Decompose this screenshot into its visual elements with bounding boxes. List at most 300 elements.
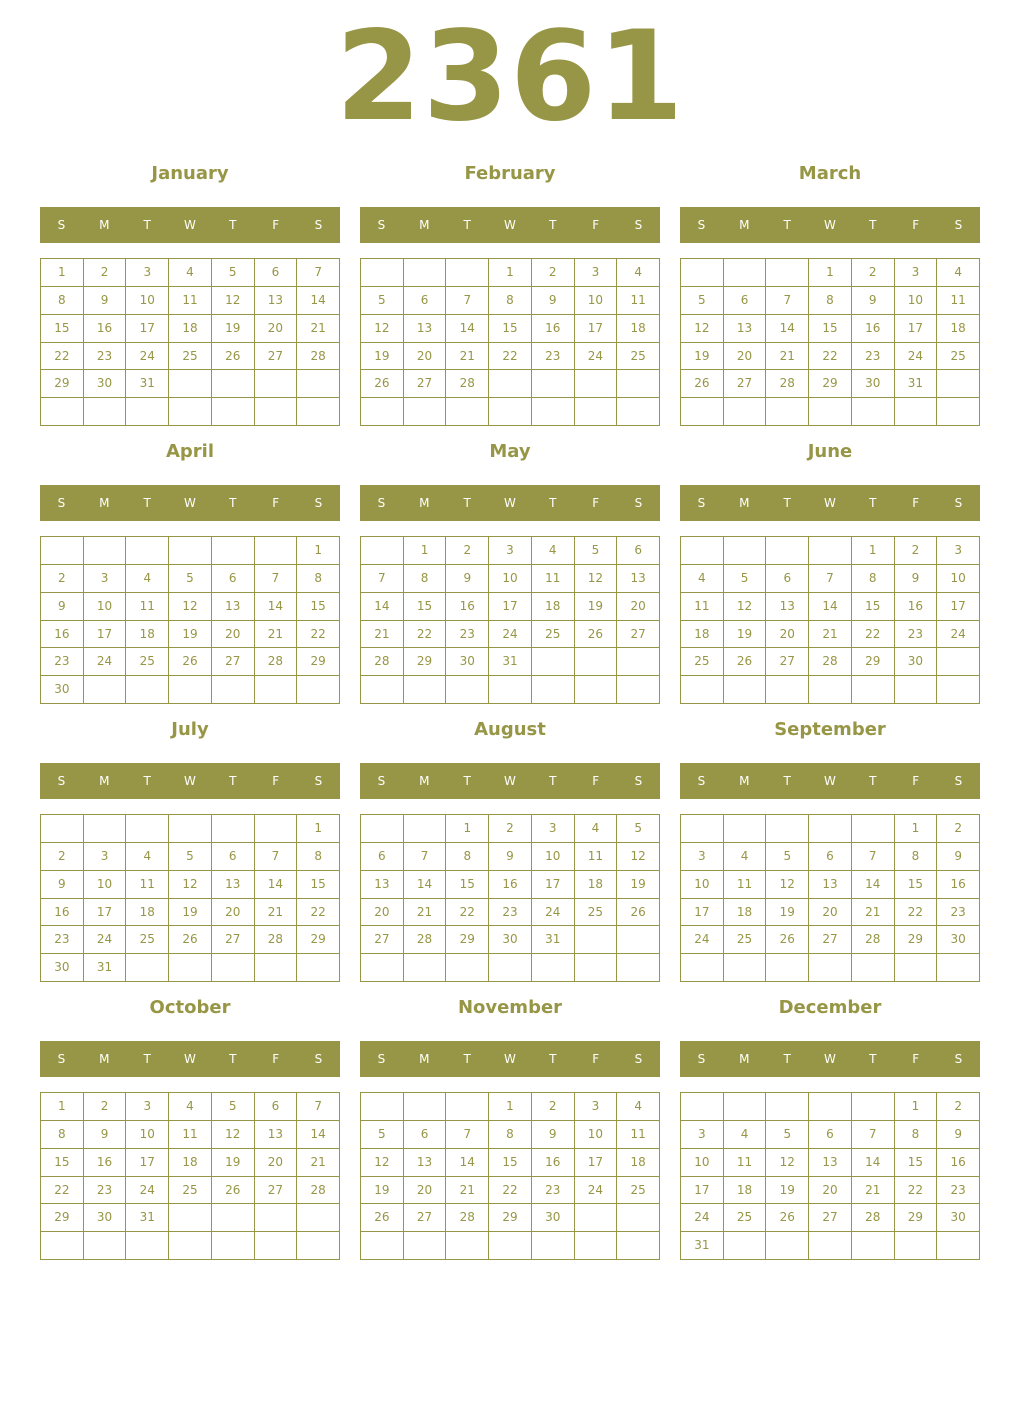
day-cell: 5	[681, 287, 724, 315]
empty-day-cell	[575, 676, 618, 704]
weekday-label: M	[419, 496, 430, 510]
weekday-label: S	[634, 1052, 643, 1066]
empty-day-cell	[895, 676, 938, 704]
empty-day-cell	[681, 1093, 724, 1121]
day-cell: 11	[126, 593, 169, 621]
day-cell: 30	[937, 926, 980, 954]
day-cell: 4	[126, 565, 169, 593]
day-cell: 30	[489, 926, 532, 954]
day-cell: 9	[895, 565, 938, 593]
weekday-label: T	[869, 496, 877, 510]
day-cell: 3	[532, 815, 575, 843]
day-cell: 18	[724, 1177, 767, 1205]
day-cell: 18	[617, 315, 660, 343]
day-cell: 29	[41, 370, 84, 398]
weekday-label: T	[549, 774, 557, 788]
month-name: October	[149, 997, 231, 1018]
empty-day-cell	[724, 676, 767, 704]
day-cell: 4	[126, 843, 169, 871]
day-cell: 14	[446, 1149, 489, 1177]
day-cell: 5	[169, 565, 212, 593]
day-cell: 1	[404, 537, 447, 565]
empty-day-cell	[617, 1204, 660, 1232]
day-cell: 19	[617, 871, 660, 899]
weekday-label: M	[739, 774, 750, 788]
day-cell: 2	[446, 537, 489, 565]
empty-day-cell	[361, 815, 404, 843]
day-cell: 10	[126, 1121, 169, 1149]
day-cell: 27	[617, 621, 660, 649]
day-cell: 26	[361, 370, 404, 398]
day-cell: 26	[617, 899, 660, 927]
weekday-label: T	[549, 496, 557, 510]
day-cell: 2	[489, 815, 532, 843]
weekday-label: S	[57, 774, 66, 788]
day-cell: 8	[895, 843, 938, 871]
day-cell: 6	[212, 565, 255, 593]
empty-day-cell	[404, 1232, 447, 1260]
day-cell: 12	[766, 871, 809, 899]
empty-day-cell	[937, 954, 980, 982]
day-cell: 19	[575, 593, 618, 621]
empty-day-cell	[404, 815, 447, 843]
day-cell: 21	[255, 621, 298, 649]
day-cell: 6	[809, 843, 852, 871]
empty-day-cell	[126, 676, 169, 704]
month-name: June	[807, 441, 853, 462]
day-cell: 1	[297, 537, 340, 565]
weekday-header	[360, 1041, 660, 1077]
day-cell: 7	[766, 287, 809, 315]
empty-day-cell	[617, 676, 660, 704]
day-cell: 30	[895, 648, 938, 676]
empty-day-cell	[212, 1232, 255, 1260]
empty-day-cell	[575, 648, 618, 676]
empty-day-cell	[681, 676, 724, 704]
day-cell: 20	[617, 593, 660, 621]
day-cell: 6	[212, 843, 255, 871]
day-cell: 11	[575, 843, 618, 871]
day-cell: 21	[361, 621, 404, 649]
day-cell: 22	[489, 343, 532, 371]
day-cell: 1	[895, 815, 938, 843]
empty-day-cell	[532, 648, 575, 676]
day-cell: 8	[895, 1121, 938, 1149]
empty-day-cell	[766, 537, 809, 565]
day-cell: 30	[41, 676, 84, 704]
weekday-label: S	[377, 1052, 386, 1066]
empty-day-cell	[852, 1232, 895, 1260]
day-cell: 21	[852, 899, 895, 927]
day-cell: 7	[852, 1121, 895, 1149]
day-cell: 26	[212, 1177, 255, 1205]
weekday-label: T	[229, 218, 237, 232]
empty-day-cell	[766, 259, 809, 287]
day-cell: 19	[724, 621, 767, 649]
weekday-label: S	[377, 774, 386, 788]
day-cell: 22	[489, 1177, 532, 1205]
empty-day-cell	[126, 537, 169, 565]
day-cell: 8	[41, 1121, 84, 1149]
weekday-label: F	[272, 1052, 280, 1066]
day-cell: 2	[937, 1093, 980, 1121]
weekday-label: F	[592, 218, 600, 232]
weekday-label: T	[229, 496, 237, 510]
day-cell: 18	[169, 1149, 212, 1177]
day-cell: 14	[255, 593, 298, 621]
day-cell: 6	[255, 1093, 298, 1121]
day-cell: 27	[404, 1204, 447, 1232]
weekday-label: T	[463, 1052, 471, 1066]
day-cell: 15	[895, 1149, 938, 1177]
day-cell: 20	[809, 1177, 852, 1205]
empty-day-cell	[361, 537, 404, 565]
weekday-label: S	[377, 218, 386, 232]
day-cell: 29	[809, 370, 852, 398]
empty-day-cell	[766, 676, 809, 704]
month-name: September	[774, 719, 886, 740]
day-cell: 20	[404, 1177, 447, 1205]
day-cell: 16	[489, 871, 532, 899]
empty-day-cell	[297, 676, 340, 704]
weekday-label: T	[463, 218, 471, 232]
weekday-label: W	[824, 218, 836, 232]
day-grid	[680, 1092, 980, 1260]
day-cell: 15	[489, 315, 532, 343]
empty-day-cell	[617, 1232, 660, 1260]
day-cell: 27	[809, 1204, 852, 1232]
day-cell: 10	[681, 871, 724, 899]
day-cell: 22	[297, 621, 340, 649]
day-cell: 5	[617, 815, 660, 843]
weekday-label: W	[504, 774, 516, 788]
day-cell: 9	[489, 843, 532, 871]
day-cell: 5	[212, 259, 255, 287]
empty-day-cell	[404, 954, 447, 982]
day-cell: 6	[766, 565, 809, 593]
empty-day-cell	[297, 1232, 340, 1260]
day-cell: 19	[766, 1177, 809, 1205]
empty-day-cell	[169, 1204, 212, 1232]
empty-day-cell	[617, 370, 660, 398]
weekday-header	[680, 763, 980, 799]
day-cell: 25	[617, 1177, 660, 1205]
day-cell: 11	[724, 1149, 767, 1177]
empty-day-cell	[617, 954, 660, 982]
day-cell: 10	[937, 565, 980, 593]
day-cell: 13	[212, 593, 255, 621]
day-cell: 29	[895, 926, 938, 954]
weekday-label: T	[463, 496, 471, 510]
day-cell: 3	[84, 843, 127, 871]
day-grid	[680, 536, 980, 704]
day-grid	[40, 536, 340, 704]
day-cell: 7	[809, 565, 852, 593]
day-cell: 25	[169, 1177, 212, 1205]
day-cell: 27	[255, 1177, 298, 1205]
day-cell: 30	[84, 1204, 127, 1232]
day-cell: 29	[41, 1204, 84, 1232]
weekday-label: S	[954, 1052, 963, 1066]
day-cell: 21	[404, 899, 447, 927]
day-cell: 13	[361, 871, 404, 899]
day-cell: 4	[575, 815, 618, 843]
day-cell: 21	[809, 621, 852, 649]
weekday-header	[680, 207, 980, 243]
day-cell: 5	[724, 565, 767, 593]
empty-day-cell	[766, 1232, 809, 1260]
day-cell: 17	[84, 621, 127, 649]
day-cell: 7	[255, 565, 298, 593]
day-cell: 16	[895, 593, 938, 621]
day-cell: 22	[446, 899, 489, 927]
day-cell: 16	[41, 621, 84, 649]
empty-day-cell	[681, 259, 724, 287]
empty-day-cell	[766, 815, 809, 843]
day-cell: 13	[404, 315, 447, 343]
weekday-header	[40, 1041, 340, 1077]
empty-day-cell	[212, 815, 255, 843]
day-cell: 8	[852, 565, 895, 593]
weekday-label: W	[824, 496, 836, 510]
empty-day-cell	[489, 398, 532, 426]
day-cell: 10	[84, 871, 127, 899]
empty-day-cell	[766, 398, 809, 426]
day-cell: 22	[41, 343, 84, 371]
empty-day-cell	[575, 954, 618, 982]
day-cell: 2	[532, 1093, 575, 1121]
day-cell: 1	[809, 259, 852, 287]
day-cell: 8	[489, 1121, 532, 1149]
day-cell: 17	[84, 899, 127, 927]
day-cell: 3	[575, 1093, 618, 1121]
empty-day-cell	[446, 398, 489, 426]
day-cell: 24	[575, 343, 618, 371]
weekday-header	[360, 207, 660, 243]
empty-day-cell	[617, 926, 660, 954]
day-cell: 24	[84, 926, 127, 954]
empty-day-cell	[84, 676, 127, 704]
empty-day-cell	[404, 259, 447, 287]
day-cell: 30	[852, 370, 895, 398]
weekday-label: S	[57, 496, 66, 510]
weekday-label: W	[504, 1052, 516, 1066]
day-cell: 15	[895, 871, 938, 899]
empty-day-cell	[212, 954, 255, 982]
day-cell: 24	[575, 1177, 618, 1205]
day-cell: 2	[852, 259, 895, 287]
empty-day-cell	[852, 954, 895, 982]
day-cell: 26	[681, 370, 724, 398]
day-cell: 11	[617, 287, 660, 315]
weekday-label: T	[229, 1052, 237, 1066]
day-cell: 3	[895, 259, 938, 287]
empty-day-cell	[489, 954, 532, 982]
weekday-label: S	[634, 218, 643, 232]
empty-day-cell	[169, 815, 212, 843]
weekday-label: S	[314, 218, 323, 232]
weekday-label: S	[954, 496, 963, 510]
day-cell: 3	[681, 843, 724, 871]
empty-day-cell	[809, 815, 852, 843]
day-cell: 8	[809, 287, 852, 315]
day-grid	[680, 814, 980, 982]
empty-day-cell	[681, 815, 724, 843]
day-cell: 22	[809, 343, 852, 371]
empty-day-cell	[212, 676, 255, 704]
day-grid	[360, 814, 660, 982]
weekday-label: W	[184, 496, 196, 510]
empty-day-cell	[766, 1093, 809, 1121]
weekday-label: W	[184, 218, 196, 232]
day-cell: 23	[446, 621, 489, 649]
day-cell: 20	[212, 899, 255, 927]
day-cell: 22	[297, 899, 340, 927]
day-cell: 9	[937, 843, 980, 871]
weekday-label: M	[99, 774, 110, 788]
day-cell: 25	[681, 648, 724, 676]
day-cell: 15	[41, 1149, 84, 1177]
weekday-header	[40, 207, 340, 243]
day-cell: 29	[852, 648, 895, 676]
day-cell: 16	[41, 899, 84, 927]
empty-day-cell	[126, 815, 169, 843]
weekday-label: M	[419, 1052, 430, 1066]
day-cell: 3	[126, 259, 169, 287]
day-cell: 14	[809, 593, 852, 621]
day-cell: 10	[532, 843, 575, 871]
weekday-label: T	[783, 496, 791, 510]
empty-day-cell	[617, 398, 660, 426]
empty-day-cell	[297, 398, 340, 426]
day-cell: 2	[937, 815, 980, 843]
day-cell: 21	[446, 343, 489, 371]
day-cell: 19	[169, 621, 212, 649]
empty-day-cell	[41, 398, 84, 426]
weekday-label: T	[783, 774, 791, 788]
weekday-label: S	[954, 774, 963, 788]
month-name: August	[474, 719, 546, 740]
day-cell: 23	[852, 343, 895, 371]
weekday-label: T	[463, 774, 471, 788]
day-cell: 27	[766, 648, 809, 676]
day-grid	[40, 814, 340, 982]
day-cell: 15	[809, 315, 852, 343]
empty-day-cell	[724, 259, 767, 287]
empty-day-cell	[212, 537, 255, 565]
day-cell: 23	[895, 621, 938, 649]
day-cell: 9	[41, 871, 84, 899]
day-cell: 7	[297, 1093, 340, 1121]
empty-day-cell	[724, 1093, 767, 1121]
empty-day-cell	[126, 954, 169, 982]
day-grid	[360, 536, 660, 704]
day-cell: 26	[212, 343, 255, 371]
empty-day-cell	[809, 398, 852, 426]
day-cell: 23	[937, 899, 980, 927]
weekday-label: F	[592, 1052, 600, 1066]
weekday-label: T	[549, 218, 557, 232]
empty-day-cell	[84, 1232, 127, 1260]
empty-day-cell	[724, 398, 767, 426]
day-cell: 2	[895, 537, 938, 565]
day-cell: 7	[446, 287, 489, 315]
empty-day-cell	[361, 1232, 404, 1260]
empty-day-cell	[895, 1232, 938, 1260]
day-cell: 11	[532, 565, 575, 593]
day-cell: 20	[255, 1149, 298, 1177]
weekday-label: S	[314, 1052, 323, 1066]
day-cell: 13	[255, 1121, 298, 1149]
day-cell: 3	[937, 537, 980, 565]
empty-day-cell	[532, 676, 575, 704]
day-cell: 6	[404, 287, 447, 315]
weekday-header	[680, 485, 980, 521]
day-cell: 9	[41, 593, 84, 621]
day-cell: 16	[852, 315, 895, 343]
day-cell: 29	[297, 926, 340, 954]
day-cell: 8	[489, 287, 532, 315]
day-cell: 5	[766, 1121, 809, 1149]
day-cell: 28	[297, 1177, 340, 1205]
day-cell: 12	[169, 593, 212, 621]
day-cell: 24	[895, 343, 938, 371]
day-cell: 4	[724, 843, 767, 871]
weekday-label: T	[869, 218, 877, 232]
empty-day-cell	[809, 954, 852, 982]
empty-day-cell	[361, 676, 404, 704]
day-cell: 28	[255, 648, 298, 676]
day-grid	[40, 1092, 340, 1260]
empty-day-cell	[255, 537, 298, 565]
day-cell: 17	[681, 899, 724, 927]
day-cell: 6	[255, 259, 298, 287]
empty-day-cell	[724, 815, 767, 843]
day-cell: 12	[361, 1149, 404, 1177]
day-cell: 31	[532, 926, 575, 954]
day-cell: 26	[169, 648, 212, 676]
day-cell: 2	[532, 259, 575, 287]
day-grid	[360, 1092, 660, 1260]
empty-day-cell	[724, 1232, 767, 1260]
day-cell: 22	[895, 899, 938, 927]
empty-day-cell	[724, 537, 767, 565]
day-cell: 21	[255, 899, 298, 927]
empty-day-cell	[575, 398, 618, 426]
weekday-label: F	[912, 1052, 920, 1066]
day-cell: 2	[41, 843, 84, 871]
day-cell: 24	[681, 926, 724, 954]
weekday-label: T	[143, 774, 151, 788]
day-cell: 4	[169, 1093, 212, 1121]
day-cell: 4	[617, 259, 660, 287]
day-cell: 28	[255, 926, 298, 954]
weekday-label: S	[314, 774, 323, 788]
day-cell: 20	[255, 315, 298, 343]
empty-day-cell	[297, 954, 340, 982]
day-cell: 1	[489, 259, 532, 287]
day-cell: 10	[575, 287, 618, 315]
empty-day-cell	[255, 1204, 298, 1232]
day-cell: 3	[126, 1093, 169, 1121]
day-cell: 28	[809, 648, 852, 676]
empty-day-cell	[255, 676, 298, 704]
day-cell: 24	[84, 648, 127, 676]
day-cell: 12	[617, 843, 660, 871]
day-cell: 2	[84, 1093, 127, 1121]
day-cell: 15	[404, 593, 447, 621]
month-name: March	[798, 163, 862, 184]
